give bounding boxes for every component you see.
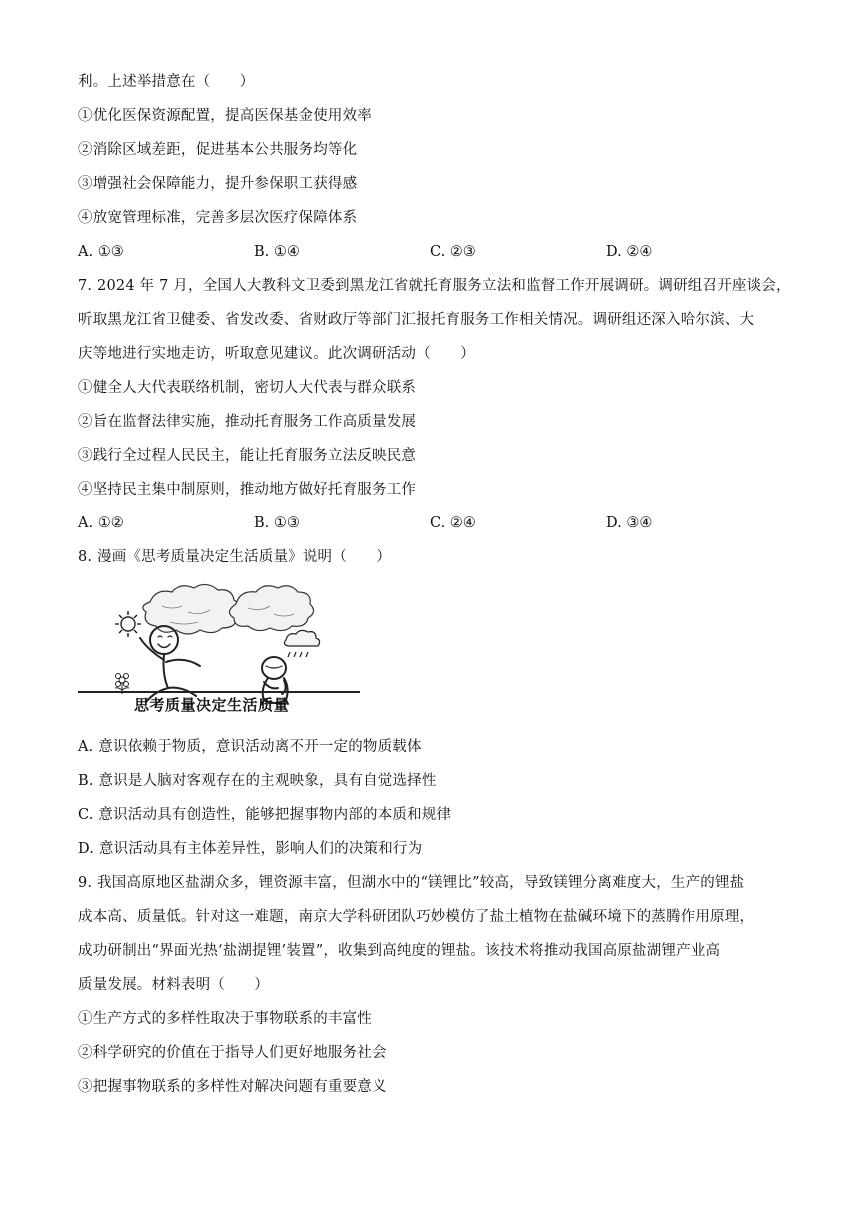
q7-statement-3: ③践行全过程人民民主，能让托育服务立法反映民意	[78, 448, 417, 464]
q9-statement-1: ①生产方式的多样性取决于事物联系的丰富性	[78, 1011, 372, 1027]
q6-stem-tail: 利。上述举措意在（ ）	[78, 74, 255, 90]
q7-statement-4: ④坚持民主集中制原则，推动地方做好托育服务工作	[78, 482, 417, 498]
q8-option-c[interactable]: C. 意识活动具有创造性，能够把握事物内部的本质和规律	[78, 807, 452, 823]
q6-option-a[interactable]: A. ①③	[78, 244, 124, 260]
q9-statement-3: ③把握事物联系的多样性对解决问题有重要意义	[78, 1079, 387, 1095]
q7-stem-line-2: 听取黑龙江省卫健委、省发改委、省财政厅等部门汇报托育服务工作相关情况。调研组还深入哈尔滨、大	[78, 312, 755, 328]
q6-statement-3: ③增强社会保障能力，提升参保职工获得感	[78, 176, 358, 192]
q7-option-c[interactable]: C. ②④	[430, 515, 476, 531]
q9-stem-line-3: 成功研制出“界面光热‘盐湖提锂’装置”，收集到高纯度的锂盐。该技术将推动我国高原盐湖锂产业高	[78, 943, 721, 959]
q7-option-a[interactable]: A. ①②	[78, 515, 124, 531]
q7-option-d[interactable]: D. ③④	[606, 515, 653, 531]
sun-icon	[115, 611, 141, 637]
q9-stem-line-1: 9. 我国高原地区盐湖众多，锂资源丰富，但湖水中的“镁锂比”较高，导致镁锂分离难度大，生产的锂盐	[78, 875, 745, 891]
q7-statement-2: ②旨在监督法律实施，推动托育服务工作高质量发展	[78, 414, 417, 430]
q8-option-b[interactable]: B. 意识是人脑对客观存在的主观映象，具有自觉选择性	[78, 773, 437, 789]
q9-stem-line-4: 质量发展。材料表明（ ）	[78, 977, 270, 993]
q9-stem-line-2: 成本高、质量低。针对这一难题，南京大学科研团队巧妙模仿了盐土植物在盐碱环境下的蒸腾作用原理，	[78, 909, 755, 925]
comic-caption: 思考质量决定生活质量	[134, 696, 290, 714]
q6-option-d[interactable]: D. ②④	[606, 244, 653, 260]
rain-cloud-icon	[284, 630, 319, 657]
cloud-left	[143, 584, 240, 634]
q7-stem-line-1: 7. 2024 年 7 月，全国人大教科文卫委到黑龙江省就托育服务立法和监督工作开展调研。调研组召开座谈会，	[78, 278, 791, 294]
q6-option-c[interactable]: C. ②③	[430, 244, 476, 260]
cloud-right	[229, 586, 313, 631]
q7-option-b[interactable]: B. ①③	[254, 515, 300, 531]
q6-statement-1: ①优化医保资源配置，提高医保基金使用效率	[78, 108, 372, 124]
happy-figure	[140, 626, 200, 702]
q7-statement-1: ①健全人大代表联络机制，密切人大代表与群众联系	[78, 380, 417, 396]
q8-option-d[interactable]: D. 意识活动具有主体差异性，影响人们的决策和行为	[78, 841, 423, 857]
q9-statement-2: ②科学研究的价值在于指导人们更好地服务社会	[78, 1045, 387, 1061]
flower-icon	[115, 674, 129, 695]
q7-stem-line-3: 庆等地进行实地走访，听取意见建议。此次调研活动（ ）	[78, 346, 475, 362]
q8-stem: 8. 漫画《思考质量决定生活质量》说明（ ）	[78, 549, 392, 565]
q6-statement-2: ②消除区域差距，促进基本公共服务均等化	[78, 142, 358, 158]
q8-option-a[interactable]: A. 意识依赖于物质，意识活动离不开一定的物质载体	[78, 739, 422, 755]
q6-statement-4: ④放宽管理标准，完善多层次医疗保障体系	[78, 210, 358, 226]
q6-option-b[interactable]: B. ①④	[254, 244, 300, 260]
